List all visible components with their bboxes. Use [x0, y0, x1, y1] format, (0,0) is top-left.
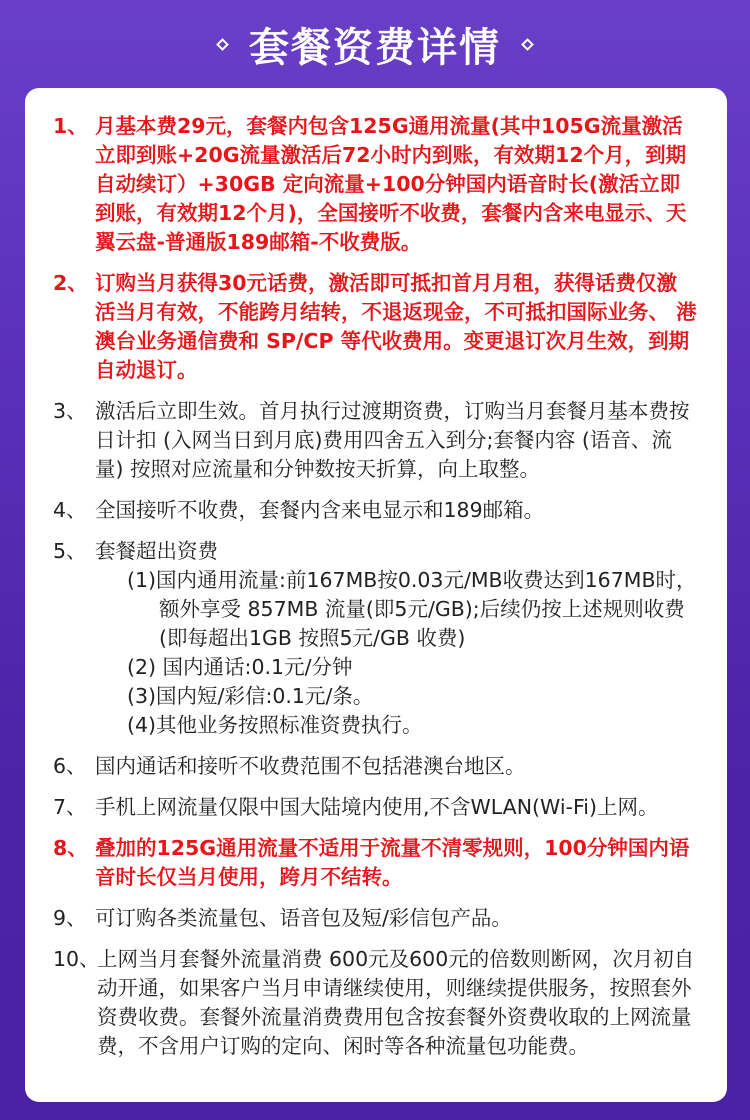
- term-number: 1、: [53, 114, 88, 138]
- terms-card: [25, 88, 727, 1102]
- term-text: 可订购各类流量包、语音包及短/彩信包产品。: [95, 906, 512, 930]
- term-text: 上网当月套餐外流量消费 600元及600元的倍数则断网，次月初自动开通，如果客户当月申请继续使用，则继续提供服务，按照套外资费收费。套餐外流量消费费用包含按套餐外资费收取的上网流量费，不含用户订购的定向、闲时等各种流量包功能费。: [97, 947, 695, 1058]
- term-item-7: [53, 793, 697, 822]
- overage-item-voice: (2) 国内通话:0.1元/分钟: [127, 655, 353, 679]
- overage-item-other: (4)其他业务按照标准资费执行。: [127, 713, 423, 737]
- term-text: 激活后立即生效。首月执行过渡期资费，订购当月套餐月基本费按日计扣 (入网当日到月底)费用四舍五入到分;套餐内容 (语音、流量) 按照对应流量和分钟数按天折算，向上取整。: [95, 399, 690, 481]
- diamond-icon-right: [521, 38, 534, 51]
- term-item-5: [53, 537, 697, 740]
- overage-item-data: (1)国内通用流量:前167MB按0.03元/MB收费达到167MB时，额外享受 857MB 流量(即5元/GB);后续仍按上述规则收费 (即每超出1GB 按照5元/GB 收费): [127, 568, 697, 650]
- term-number: 6、: [53, 754, 87, 778]
- term-number: 5、: [53, 539, 87, 563]
- term-item-8: [53, 834, 697, 892]
- diamond-icon-left: [216, 38, 229, 51]
- term-item-4: [53, 496, 697, 525]
- term-text: 订购当月获得30元话费，激活即可抵扣首月月租，获得话费仅激活当月有效，不能跨月结转，不退返现金，不可抵扣国际业务、 港澳台业务通信费和 SP/CP 等代收费用。变更退订次月生效，到期自动退订。: [95, 271, 697, 382]
- term-item-3: [53, 397, 697, 484]
- term-item-9: [53, 904, 697, 933]
- term-text: 套餐超出资费: [95, 539, 218, 563]
- overage-item-sms: (3)国内短/彩信:0.1元/条。: [127, 684, 374, 708]
- term-number: 8、: [53, 836, 88, 860]
- term-item-10: [53, 945, 697, 1061]
- term-number: 7、: [53, 795, 87, 819]
- term-text: 国内通话和接听不收费范围不包括港澳台地区。: [95, 754, 526, 778]
- term-text: 月基本费29元，套餐内包含125G通用流量(其中105G流量激活立即到账+20G流量激活后72小时内到账，有效期12个月，到期自动续订）+30GB 定向流量+100分钟国内语音时长(激活立即到账，有效期12个月)，全国接听不收费，套餐内含来电显示、天翼云盘-普通版189邮箱-不收费版。: [95, 114, 687, 254]
- term-number: 4、: [53, 498, 87, 522]
- term-number: 10、: [53, 947, 100, 971]
- term-number: 2、: [53, 271, 88, 295]
- term-text: 手机上网流量仅限中国大陆境内使用,不含WLAN(Wi-Fi)上网。: [95, 795, 659, 819]
- term-text: 叠加的125G通用流量不适用于流量不清零规则，100分钟国内语音时长仅当月使用，跨月不结转。: [95, 836, 690, 889]
- page-title: 套餐资费详情: [249, 24, 501, 71]
- header: [0, 0, 750, 88]
- term-number: 9、: [53, 906, 87, 930]
- overage-list: [95, 566, 697, 740]
- term-text: 全国接听不收费，套餐内含来电显示和189邮箱。: [95, 498, 545, 522]
- term-item-6: [53, 752, 697, 781]
- term-item-1: [53, 112, 697, 257]
- term-item-2: [53, 269, 697, 385]
- term-number: 3、: [53, 399, 87, 423]
